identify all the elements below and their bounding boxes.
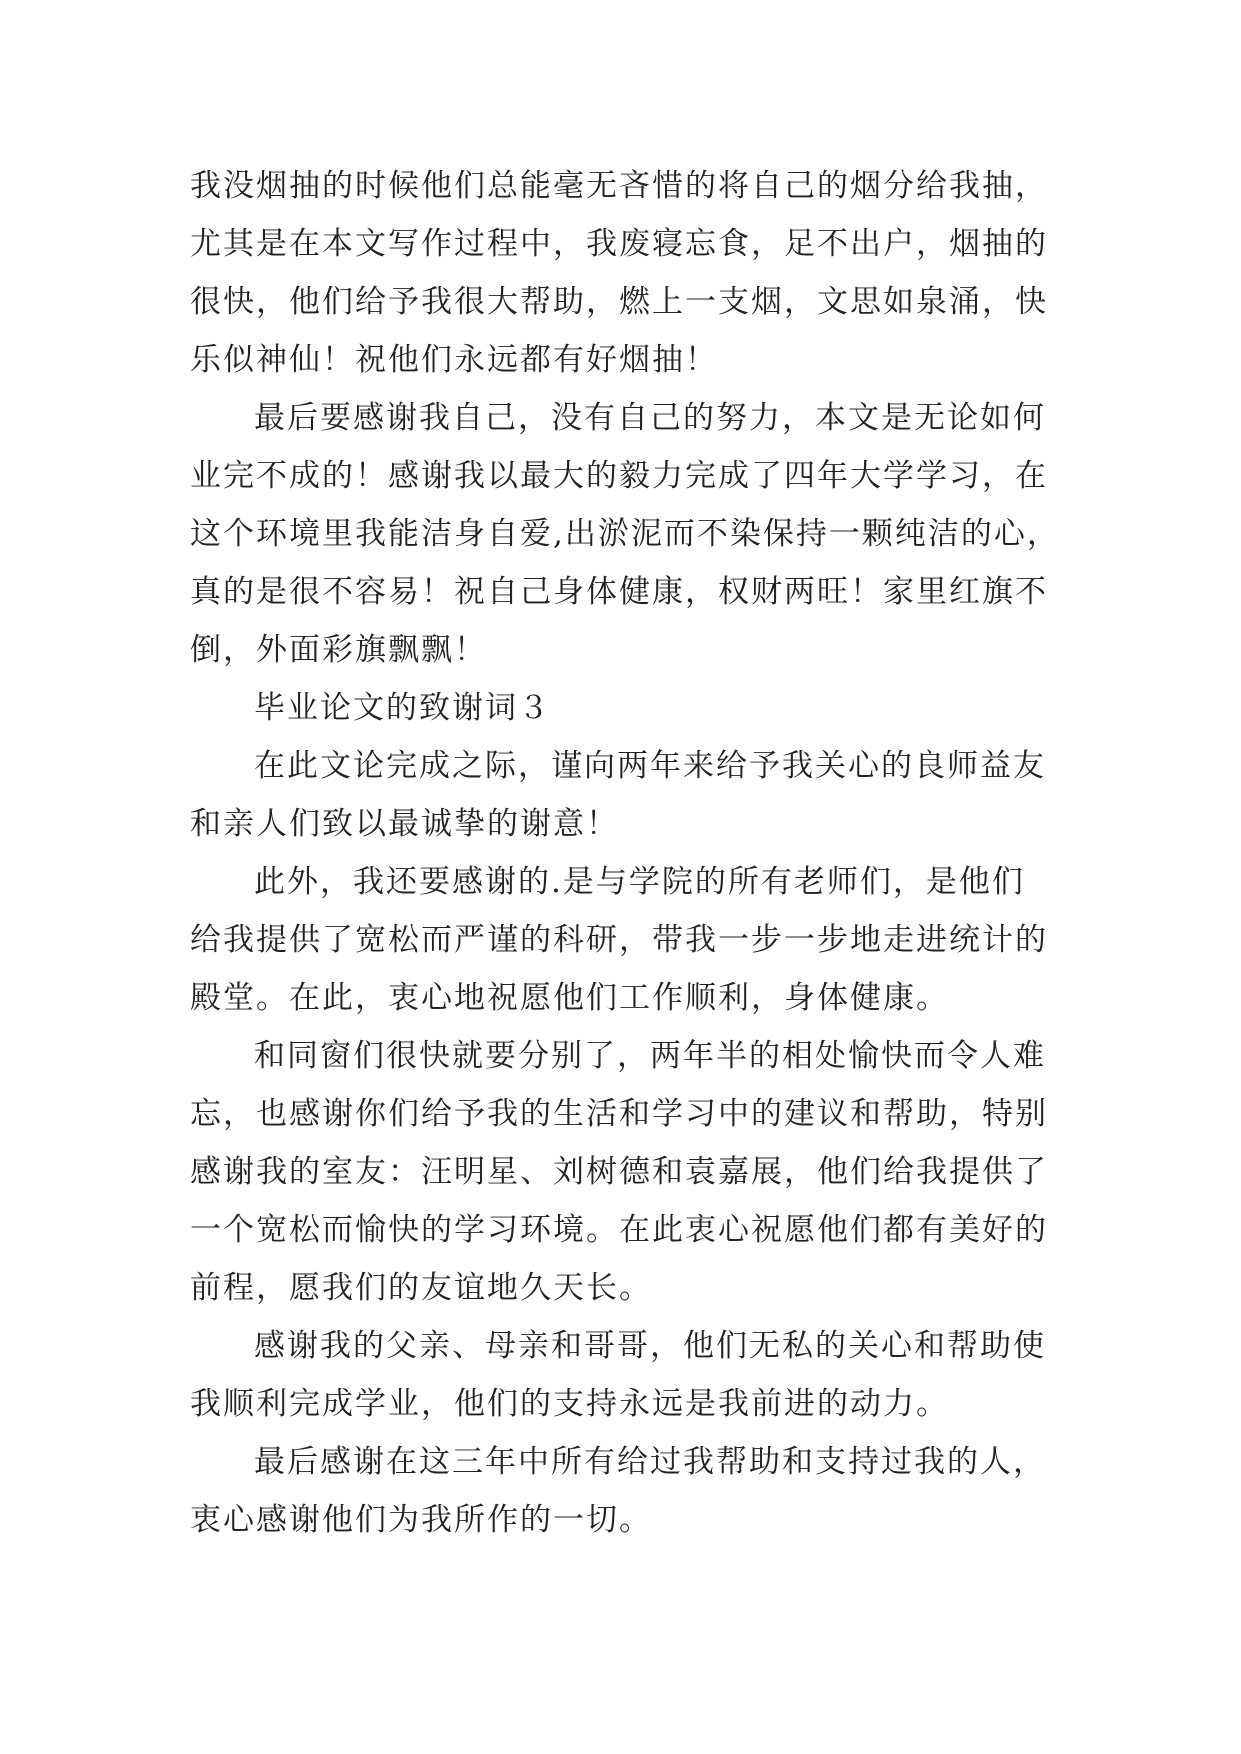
text-line: 真的是很不容易！祝自己身体健康，权财两旺！家里红旗不 — [190, 574, 1048, 610]
paragraph-first-line: 最后感谢在这三年中所有给过我帮助和支持过我的人， — [254, 1444, 1046, 1480]
paragraph-first-line: 在此文论完成之际，谨向两年来给予我关心的良师益友 — [254, 748, 1046, 784]
document-body — [190, 157, 1060, 1549]
paragraph-first-line: 最后要感谢我自己，没有自己的努力，本文是无论如何 — [254, 400, 1046, 436]
text-line: 很快，他们给予我很大帮助，燃上一支烟，文思如泉涌，快 — [190, 284, 1048, 320]
text-line: 业完不成的！感谢我以最大的毅力完成了四年大学学习，在 — [190, 458, 1048, 494]
paragraph-first-line: 此外，我还要感谢的.是与学院的所有老师们，是他们 — [254, 864, 1025, 900]
text-line: 忘，也感谢你们给予我的生活和学习中的建议和帮助，特别 — [190, 1096, 1048, 1132]
text-line: 前程，愿我们的友谊地久天长。 — [190, 1270, 652, 1306]
text-line: 一个宽松而愉快的学习环境。在此衷心祝愿他们都有美好的 — [190, 1212, 1048, 1248]
text-line: 和亲人们致以最诚挚的谢意！ — [190, 806, 619, 842]
paragraph-first-line: 和同窗们很快就要分别了，两年半的相处愉快而令人难 — [254, 1038, 1046, 1074]
text-line: 我没烟抽的时候他们总能毫无吝惜的将自己的烟分给我抽， — [190, 168, 1048, 204]
text-line: 倒，外面彩旗飘飘！ — [190, 632, 487, 668]
section-heading: 毕业论文的致谢词３ — [254, 690, 551, 726]
text-line: 给我提供了宽松而严谨的科研，带我一步一步地走进统计的 — [190, 922, 1048, 958]
text-line: 衷心感谢他们为我所作的一切。 — [190, 1502, 652, 1538]
text-line: 这个环境里我能洁身自爱,出淤泥而不染保持一颗纯洁的心， — [190, 516, 1060, 552]
text-line: 尤其是在本文写作过程中，我废寝忘食，足不出户，烟抽的 — [190, 226, 1048, 262]
text-line: 殿堂。在此，衷心地祝愿他们工作顺利，身体健康。 — [190, 980, 949, 1016]
text-line: 感谢我的室友：汪明星、刘树德和袁嘉展，他们给我提供了 — [190, 1154, 1048, 1190]
paragraph-first-line: 感谢我的父亲、母亲和哥哥，他们无私的关心和帮助使 — [254, 1328, 1046, 1364]
text-line: 我顺利完成学业，他们的支持永远是我前进的动力。 — [190, 1386, 949, 1422]
text-line: 乐似神仙！祝他们永远都有好烟抽！ — [190, 342, 718, 378]
